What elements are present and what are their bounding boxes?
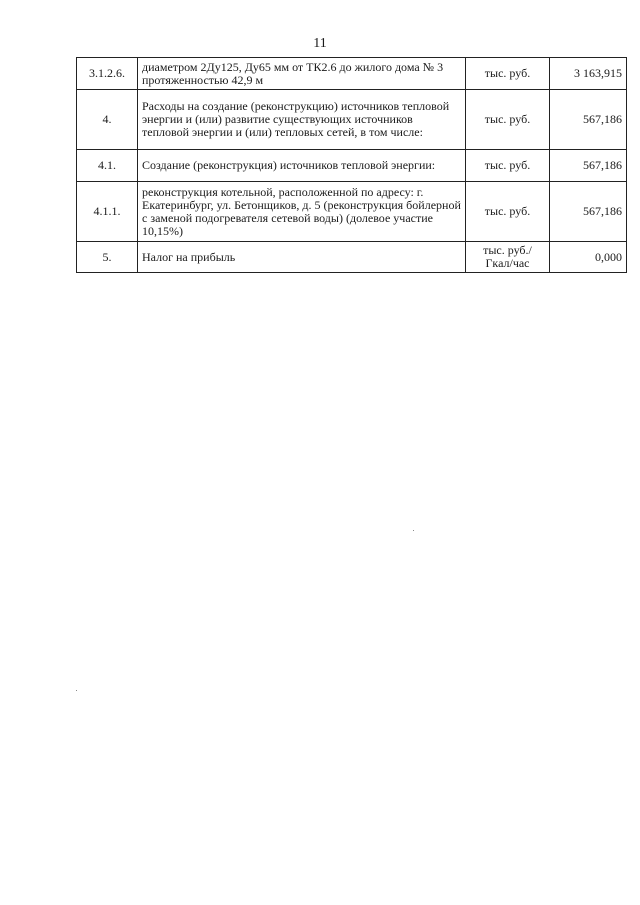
row-value: 567,186 (550, 150, 627, 182)
table-row (77, 90, 627, 150)
row-number: 5. (77, 242, 138, 273)
page-number: 11 (313, 36, 327, 51)
row-description: Налог на прибыль (138, 242, 466, 273)
scan-speck (413, 530, 414, 531)
table-row (77, 242, 627, 273)
row-value: 567,186 (550, 182, 627, 242)
row-number: 3.1.2.6. (77, 58, 138, 90)
row-number: 4.1. (77, 150, 138, 182)
row-unit: тыс. руб./ Гкал/час (466, 242, 550, 273)
table-row (77, 182, 627, 242)
scan-speck (76, 690, 77, 691)
table-row (77, 150, 627, 182)
row-description: реконструкция котельной, расположенной по адресу: г. Екатеринбург, ул. Бетонщиков, д. 5 (реконструкция бойлерной с заменой подогревателя сетевой воды) (долевое участие 10,15%) (138, 182, 466, 242)
row-description: Расходы на создание (реконструкцию) источников тепловой энергии и (или) развитие существующих источников тепловой энергии и (или) тепловых сетей, в том числе: (138, 90, 466, 150)
row-unit: тыс. руб. (466, 58, 550, 90)
table-row (77, 58, 627, 90)
row-unit: тыс. руб. (466, 150, 550, 182)
cost-table (76, 57, 627, 273)
row-unit: тыс. руб. (466, 90, 550, 150)
row-value: 0,000 (550, 242, 627, 273)
row-description: Создание (реконструкция) источников тепловой энергии: (138, 150, 466, 182)
row-number: 4.1.1. (77, 182, 138, 242)
row-unit: тыс. руб. (466, 182, 550, 242)
row-number: 4. (77, 90, 138, 150)
row-value: 567,186 (550, 90, 627, 150)
row-description: диаметром 2Ду125, Ду65 мм от ТК2.6 до жилого дома № 3 протяженностью 42,9 м (138, 58, 466, 90)
row-value: 3 163,915 (550, 58, 627, 90)
